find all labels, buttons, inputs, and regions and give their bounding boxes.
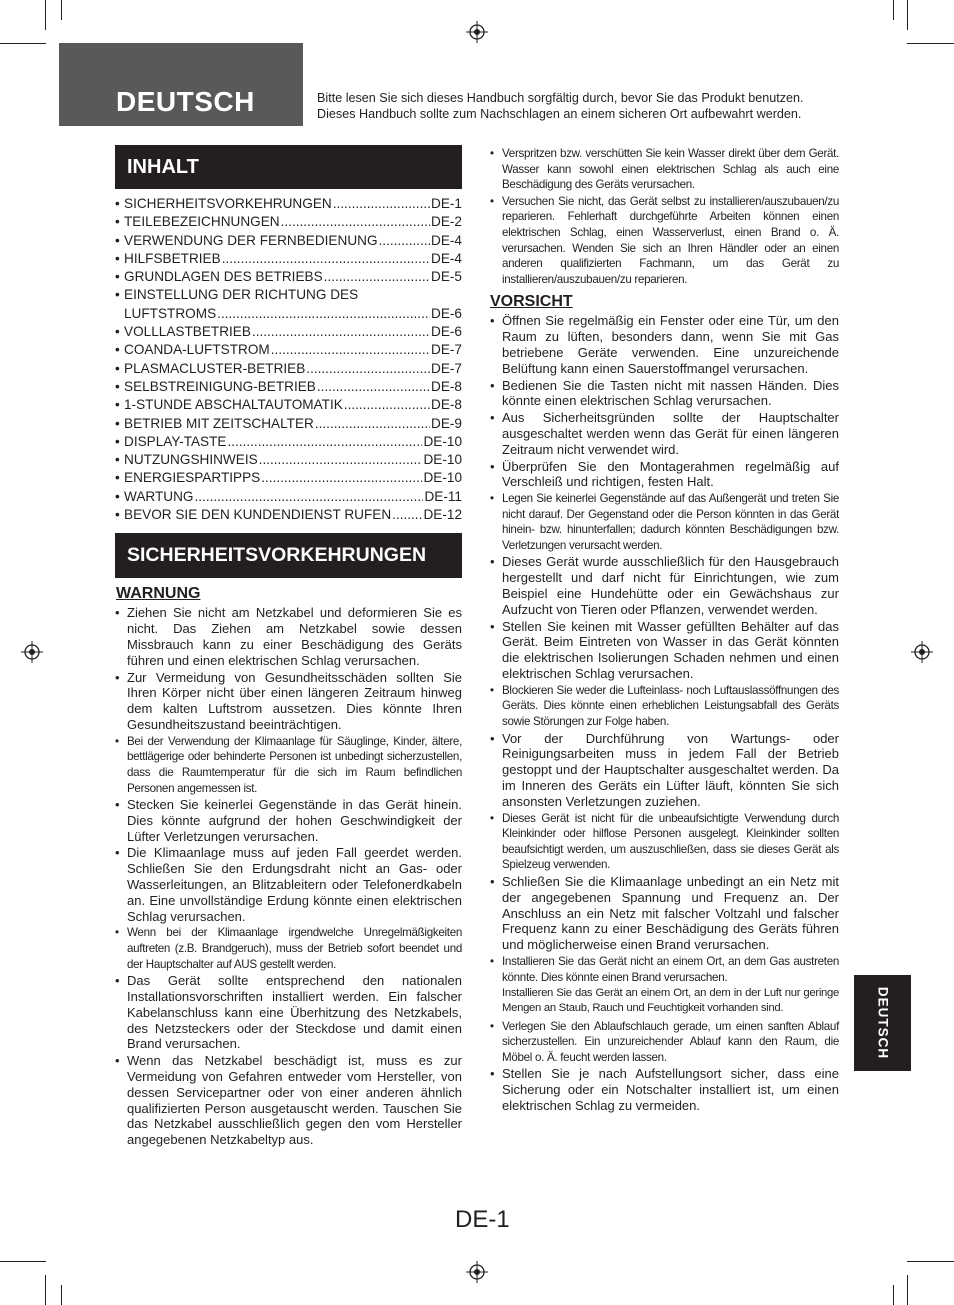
registration-mark-icon [466, 21, 488, 43]
toc-item-label: • BETRIEB MIT ZEITSCHALTER [124, 415, 314, 431]
list-item: • Überprüfen Sie den Montagerahmen regelmäßig auf Verschleiß und richtigen, festen Halt. [490, 459, 839, 491]
toc-item-label: LUFTSTROMS [124, 305, 217, 321]
toc-item-label: • BEVOR SIE DEN KUNDENDIENST RUFEN [124, 507, 392, 523]
left-column [115, 145, 462, 1149]
warning-heading: WARNUNG [116, 585, 201, 603]
toc-leader-dots [315, 415, 430, 433]
toc-item-label: • EINSTELLUNG DER RICHTUNG DES [124, 287, 359, 303]
toc-leader-dots [306, 360, 430, 378]
intro-line: Bitte lesen Sie sich dieses Handbuch sorgfältig durch, bevor Sie das Produkt benutzen. [317, 91, 804, 105]
toc-item-label: • DISPLAY-TASTE [124, 433, 227, 449]
caution-heading: VORSICHT [490, 293, 573, 311]
toc-leader-dots [261, 469, 422, 487]
toc-heading: INHALT [115, 145, 462, 189]
list-item: • Installieren Sie das Gerät nicht an einem Ort, an dem Gas austreten könnte. Dies könnte einen Brand verursachen. [490, 954, 839, 985]
toc-leader-dots [271, 341, 430, 359]
caution-list [490, 313, 839, 985]
toc-item-label: • ENERGIESPARTIPPS [124, 470, 261, 486]
registration-mark-icon [911, 641, 933, 663]
toc-leader-dots [259, 451, 423, 469]
toc-leader-dots [333, 195, 430, 213]
toc-item [115, 506, 462, 524]
warning-list-continued [490, 146, 839, 287]
toc-item [115, 341, 462, 359]
toc-item-page: DE-6 [431, 305, 462, 321]
toc-item-page: DE-10 [423, 433, 462, 449]
toc-item-label: • GRUNDLAGEN DES BETRIEBS [124, 269, 323, 285]
toc-item-label: • WARTUNG [124, 488, 194, 504]
page-number: DE-1 [455, 1206, 510, 1233]
registration-mark-icon [21, 641, 43, 663]
toc-item-page: DE-4 [431, 250, 462, 266]
toc-item [115, 213, 462, 231]
toc-item [115, 268, 462, 286]
toc-item [115, 396, 462, 414]
caution-list-continued [490, 1019, 839, 1114]
toc-item [115, 323, 462, 341]
list-item: • Verspritzen bzw. verschütten Sie kein Wasser direkt über dem Gerät. Wasser kann sowohl einen elektrischen Schlag als auch eine Beschädigung des Geräts verursachen. [490, 146, 839, 193]
list-item: • Zur Vermeidung von Gesundheitsschäden sollten Sie Ihren Körper nicht über einen längeren Zeitraum hinweg dem kalten Luftstrom aussetzen. Dies könnte Ihren Gesundheitszustand beeinträchtigen. [115, 670, 462, 733]
toc-item [115, 378, 462, 396]
toc-leader-dots [252, 323, 430, 341]
right-column [490, 146, 839, 1115]
toc-item-page: DE-10 [423, 470, 462, 486]
toc-item-page: DE-7 [431, 342, 462, 358]
toc-item-label: • TEILEBEZEICHNUNGEN [124, 214, 280, 230]
toc-item [115, 360, 462, 378]
toc-item-label: • COANDA-LUFTSTROM [124, 342, 270, 358]
list-item: • Dieses Gerät wurde ausschließlich für den Hausgebrauch hergestellt und darf nicht für Einrichtungen, wie zum Beispiel eine Hundehütte oder ein Gewächshaus zur Aufzucht von Tieren oder Pflanzen, verwendet werden. [490, 554, 839, 617]
toc-item-label: • HILFSBETRIEB [124, 250, 221, 266]
list-item: • Aus Sicherheitsgründen sollte der Hauptschalter ausgeschaltet werden wenn das Gerät für einen längeren Zeitraum nicht verwendet wird. [490, 410, 839, 457]
toc-item-page: DE-11 [424, 488, 462, 504]
warning-list [115, 605, 462, 1148]
list-item: • Vor der Durchführung von Wartungs- oder Reinigungsarbeiten muss in jedem Fall der Betrieb gestoppt und der Hauptschalter ausgeschaltet werden. Da im Inneren des Geräts ein Lüfter läuft, könnten Sie sich ansonsten Verletzungen zuziehen. [490, 731, 839, 810]
toc-item-label: • SICHERHEITSVORKEHRUNGEN [124, 196, 332, 211]
toc-item-label: • VERWENDUNG DER FERNBEDIENUNG [124, 232, 378, 248]
toc-item [115, 250, 462, 268]
toc-leader-dots [317, 378, 430, 396]
toc-item-page: DE-12 [423, 507, 462, 523]
registration-mark-icon [466, 1261, 488, 1283]
toc-item-label: • VOLLLASTBETRIEB [124, 324, 251, 340]
list-item: • Dieses Gerät ist nicht für die unbeaufsichtigte Verwendung durch Kleinkinder oder hilflose Personen ausgelegt. Kleinkinder sollten beaufsichtigt werden, um auszuschließen, dass sie dieses Gerät als Spielzeug verwenden. [490, 811, 839, 873]
toc-item [115, 469, 462, 487]
list-item: • Verlegen Sie den Ablaufschlauch gerade, um einen sanften Ablauf sicherzustellen. Ein unzureichender Ablauf kann den Raum, die Möbel o. Ä. feucht werden lassen. [490, 1019, 839, 1066]
toc-leader-dots [194, 488, 423, 506]
list-item: • Die Klimaanlage muss auf jeden Fall geerdet werden. Schließen Sie den Erdungsdraht nicht an Gas- oder Wasserleitungen, an Blitzableitern oder Telefonerdkabeln an. Eine unvollständige Erdung könnte einen elektrischen Schlag verursachen. [115, 845, 462, 924]
list-item: • Öffnen Sie regelmäßig ein Fenster oder eine Tür, um den Raum zu lüften, besonders dann, wenn Sie mit Gas betriebene Geräte verwenden. Eine unzureichende Belüftung kann einen Sauerstoffmangel verursachen. [490, 313, 839, 376]
toc-item-page: DE-5 [431, 269, 462, 285]
intro-text [317, 91, 841, 122]
list-item: • Stecken Sie keinerlei Gegenstände in das Gerät hinein. Dies könnte aufgrund der hohen Geschwindigkeit der Lüfter Verletzungen verursachen. [115, 797, 462, 844]
toc-item-label: • PLASMACLUSTER-BETRIEB [124, 360, 306, 376]
toc-leader-dots [324, 268, 430, 286]
toc-list [115, 195, 462, 524]
toc-leader-dots [379, 232, 430, 250]
list-item: • Wenn bei der Klimaanlage irgendwelche Unregelmäßigkeiten auftreten (z.B. Brandgeruch), muss der Betrieb sofort beendet und der Hauptschalter auf AUS gestellt werden. [115, 925, 462, 972]
list-item: • Bei der Verwendung der Klimaanlage für Säuglinge, Kinder, ältere, bettlägerige oder behinderte Personen ist unbedingt sicherzustellen, dass die Raumtemperatur für die sich im Raum befindlichen Personen angemessen ist. [115, 734, 462, 796]
toc-item [115, 195, 462, 213]
list-item: • Stellen Sie keinen mit Wasser gefüllten Behälter auf das Gerät. Beim Eintreten von Wasser in das Gerät könnten die elektrischen Isolierungen Schaden nehmen und einen elektrischen Schlag verursachen. [490, 619, 839, 682]
intro-line: Dieses Handbuch sollte zum Nachschlagen an einem sicheren Ort aufbewahrt werden. [317, 106, 802, 121]
side-language-label: DEUTSCH [875, 986, 891, 1060]
toc-item [115, 286, 462, 323]
toc-item [115, 415, 462, 433]
list-item: • Versuchen Sie nicht, das Gerät selbst zu installieren/auszubauen/zu reparieren. Fehlerhaft durchgeführte Arbeiten können einen elektrischen Schlag, einen Wasserverlust, einen Brand o. Ä. verursachen. Wenden Sie sich an Ihren Händler oder an einen anderen qualifizierten Fachmann, um das Gerät zu installieren/auszubauen/zu reparieren. [490, 194, 839, 288]
toc-item-page: DE-2 [431, 214, 462, 230]
toc-item-label: • NUTZUNGSHINWEIS [124, 452, 258, 468]
toc-item-page: DE-7 [431, 360, 462, 376]
toc-item [115, 232, 462, 250]
toc-item-page: DE-10 [423, 452, 462, 468]
toc-item-label: • 1-STUNDE ABSCHALTAUTOMATIK [124, 397, 343, 413]
list-item: • Stellen Sie je nach Aufstellungsort sicher, dass eine Sicherung oder ein Notschalter installiert ist, um einen elektrischen Schlag zu vermeiden. [490, 1066, 839, 1113]
toc-item-page: DE-6 [431, 324, 462, 340]
toc-leader-dots [344, 396, 430, 414]
list-item: • Wenn das Netzkabel beschädigt ist, muss es zur Vermeidung von Gefahren entweder vom Hersteller, von dessen Servicepartner oder von einer anderen ähnlich qualifizierten Person ausgetauscht werden. Tauschen Sie das Netzkabel ausschließlich gegen den vom Hersteller angegebenen Netzkabeltyp aus. [115, 1053, 462, 1148]
toc-item-page: DE-9 [431, 415, 462, 431]
toc-item [115, 451, 462, 469]
toc-item-page: DE-8 [431, 378, 462, 394]
toc-item [115, 488, 462, 506]
list-item: • Schließen Sie die Klimaanlage unbedingt an ein Netz mit der angegebenen Spannung und Frequenz an. Der Anschluss an ein Netz mit falscher Voltzahl und falscher Frequenz kann zu einer Beschädigung des Geräts führen und möglicherweise einen Brand verursachen. [490, 874, 839, 953]
list-item: • Blockieren Sie weder die Lufteinlass- noch Luftauslassöffnungen des Geräts. Dies könnte einen erheblichen Leistungsabfall des Geräts sowie Störungen zur Folge haben. [490, 683, 839, 730]
list-item: • Das Gerät sollte entsprechend den nationalen Installationsvorschriften installiert werden. Ein falscher Kabelanschluss kann eine Überhitzung des Netzkabels, des Netzsteckers oder der Steckdose und damit einen Brand verursachen. [115, 973, 462, 1052]
toc-leader-dots [392, 506, 422, 524]
language-title: DEUTSCH [116, 86, 255, 117]
toc-item-page: DE-8 [431, 397, 462, 413]
toc-item-row [124, 305, 462, 323]
list-item: • Ziehen Sie nicht am Netzkabel und deformieren Sie es nicht. Das Ziehen am Netzkabel sowie dessen Missbrauch kann zu einer Beschädigung des Geräts führen und einen elektrischen Schlag verursachen. [115, 605, 462, 668]
toc-item [115, 433, 462, 451]
list-item: • Legen Sie keinerlei Gegenstände auf das Außengerät und treten Sie nicht darauf. Der Gegenstand oder die Person könnten in das Gerät hinein- bzw. hinunterfallen; dadurch könnten Beschädigungen bzw. Verletzungen verursacht werden. [490, 491, 839, 553]
toc-item-page: DE-4 [431, 232, 462, 248]
toc-leader-dots [281, 213, 430, 231]
list-item: • Bedienen Sie die Tasten nicht mit nassen Händen. Dies könnte einen elektrischen Schlag verursachen. [490, 378, 839, 410]
safety-heading: SICHERHEITSVORKEHRUNGEN [115, 533, 462, 578]
toc-leader-dots [222, 250, 430, 268]
toc-leader-dots [217, 305, 430, 323]
toc-item-label: • SELBSTREINIGUNG-BETRIEB [124, 378, 316, 394]
caution-note: Installieren Sie das Gerät an einem Ort, an dem in der Luft nur geringe Mengen an Staub, Rauch und Feuchtigkeit vorhanden sind. [502, 987, 839, 1015]
toc-item-page: DE-1 [431, 196, 462, 211]
toc-leader-dots [228, 433, 423, 451]
